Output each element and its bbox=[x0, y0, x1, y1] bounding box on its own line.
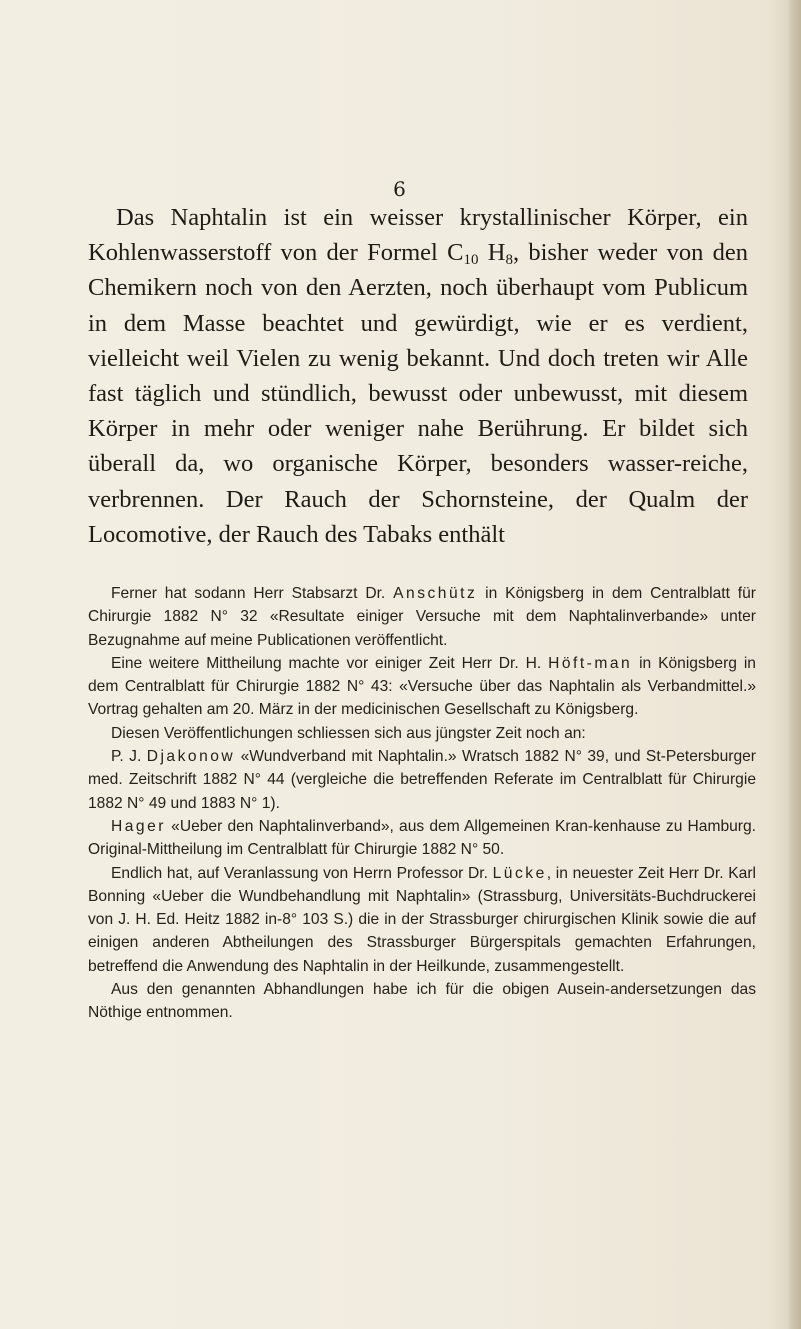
footnotes-block bbox=[88, 582, 756, 1025]
page-number: 6 bbox=[393, 177, 407, 201]
footnote-paragraph: Endlich hat, auf Veranlassung von Herrn Professor Dr. Lücke, in neuester Zeit Herr Dr. Karl Bonning «Ueber die Wundbehandlung mit Naphtalin» (Strassburg, Universitäts-Buchdruckerei von J. H. Ed. Heitz 1882 in-8° 103 S.) die in der Strassburger chirurgischen Klinik sowie die auf einigen anderen Abtheilungen des Strassburger Bürgerspitals gemachten Erfahrungen, betreffend die Anwendung des Naphtalin in der Heilkunde, zusammengestellt. bbox=[88, 864, 756, 975]
formula-subscript: 10 bbox=[463, 252, 479, 269]
footnote-paragraph: Ferner hat sodann Herr Stabsarzt Dr. Anschütz in Königsberg in dem Centralblatt für Chirurgie 1882 N° 32 «Resultate einiger Versuche mit dem Naphtalinverbande» unter Bezugnahme auf meine Publicationen veröffentlicht. bbox=[88, 585, 756, 649]
footnote-paragraph: Aus den genannten Abhandlungen habe ich für die obigen Ausein-andersetzungen das Nöthige entnommen. bbox=[88, 981, 756, 1022]
author-name: Anschütz bbox=[393, 585, 478, 602]
main-paragraph bbox=[88, 200, 748, 552]
author-name: Djakonow bbox=[146, 748, 236, 766]
footnote-paragraph: Hager «Ueber den Naphtalinverband», aus dem Allgemeinen Kran-kenhause zu Hamburg. Original-Mittheilung im Centralblatt für Chirurgie 1882 N° 50. bbox=[88, 817, 756, 859]
text-segment: H bbox=[478, 239, 506, 267]
text-segment: Das Naphtalin ist ein weisser krystallinischer Körper, ein Kohlenwasserstoff von der Formel C bbox=[88, 204, 748, 267]
text-segment: , bisher weder von den Chemikern noch von den Aerzten, noch überhaupt vom Publicum in dem Masse beachtet und gewürdigt, wie er es verdient, vielleicht weil Vielen zu wenig bekannt. Und doch treten wir Alle fast täglich und stündlich, bewusst oder unbewusst, mit diesem Körper in mehr oder weniger nahe Berührung. Er bildet sich überall da, wo organische Körper, besonders wasser-reiche, verbrennen. Der Rauch der Schornsteine, der Qualm der Locomotive, der Rauch des Tabaks enthält bbox=[88, 239, 748, 548]
page-edge-shadow bbox=[787, 0, 801, 1329]
footnote-paragraph: P. J. Djakonow «Wundverband mit Naphtalin.» Wratsch 1882 N° 39, und St-Petersburger med. Zeitschrift 1882 N° 44 (vergleiche die betreffenden Referate im Centralblatt für Chirurgie 1882 N° 49 und 1883 N° 1). bbox=[88, 748, 756, 812]
footnote-paragraph: Eine weitere Mittheilung machte vor einiger Zeit Herr Dr. H. Höft-man in Königsberg in dem Centralblatt für Chirurgie 1882 N° 43: «Versuche über das Naphtalin als Verbandmittel.» Vortrag gehalten am 20. März in der medicinischen Gesellschaft zu Königsberg. bbox=[88, 654, 756, 719]
main-text-block bbox=[88, 200, 748, 552]
footnote-paragraph: Diesen Veröffentlichungen schliessen sich aus jüngster Zeit noch an: bbox=[111, 724, 586, 742]
author-name: Höft-man bbox=[548, 654, 633, 672]
author-name: Lücke bbox=[492, 864, 547, 882]
formula-subscript: 8 bbox=[505, 252, 513, 269]
author-name: Hager bbox=[111, 817, 166, 835]
